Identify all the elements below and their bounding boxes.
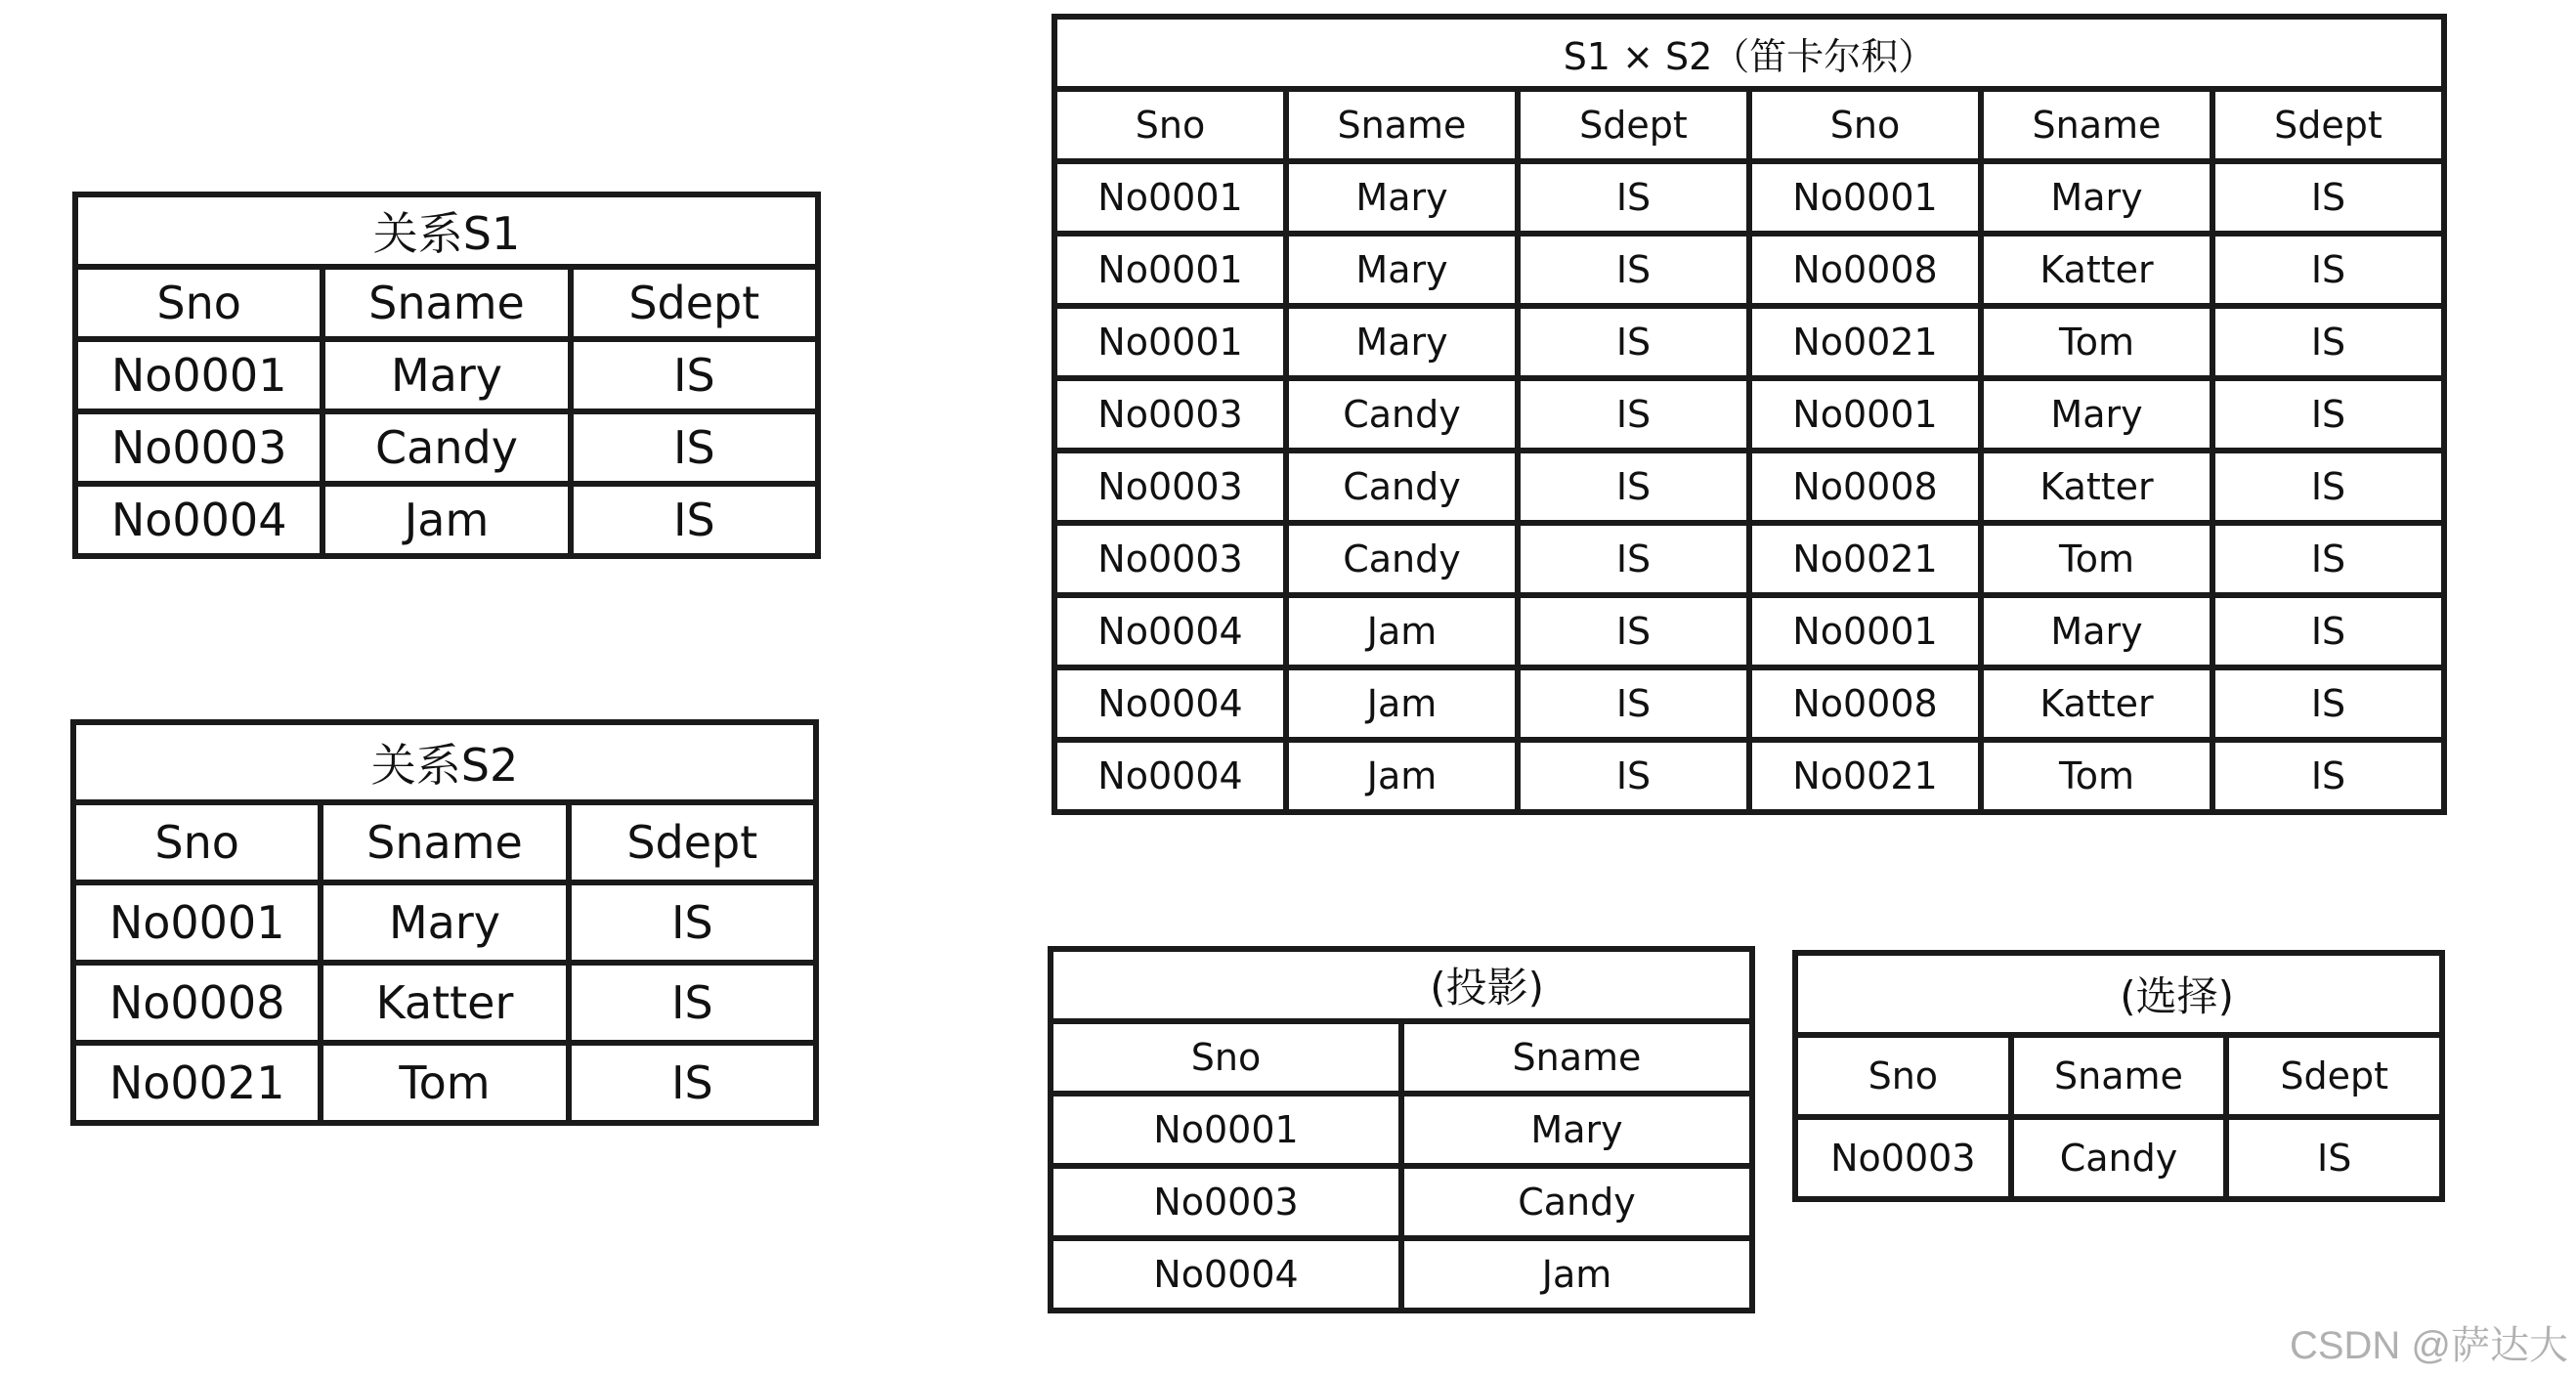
table-cell: IS [2212, 161, 2444, 234]
table-row [1054, 667, 2444, 740]
table-cell: No0004 [1054, 595, 1286, 667]
table-cell: No0001 [1054, 306, 1286, 378]
table-cell: Jam [1286, 740, 1518, 812]
table-cell: No0008 [73, 963, 321, 1043]
table-cell: No0004 [1054, 667, 1286, 740]
table-cell: IS [2212, 451, 2444, 523]
table-cell: No0021 [1749, 523, 1981, 595]
table-cell: Tom [1981, 523, 2212, 595]
column-header: Sno [1749, 89, 1981, 161]
table-cell: No0008 [1749, 667, 1981, 740]
table-cell: Mary [1981, 378, 2212, 451]
relation-s1-table [72, 192, 821, 559]
table-cell: Katter [1981, 667, 2212, 740]
table-row [1054, 378, 2444, 451]
table-cell: No0004 [1054, 740, 1286, 812]
column-header: Sname [2011, 1035, 2227, 1117]
selection-table [1792, 950, 2445, 1202]
table-cell: IS [571, 411, 818, 484]
table-cell: No0003 [1054, 378, 1286, 451]
column-header: Sno [1054, 89, 1286, 161]
table-cell: No0021 [1749, 740, 1981, 812]
column-header: Sname [1981, 89, 2212, 161]
table-row [73, 882, 816, 963]
table-cell: Candy [1286, 451, 1518, 523]
table-cell: IS [569, 1043, 816, 1123]
table-row [75, 339, 818, 411]
table-cell: IS [1518, 378, 1749, 451]
table-cell: IS [571, 484, 818, 556]
table-cell: Jam [1401, 1238, 1752, 1311]
table-cell: Mary [1286, 306, 1518, 378]
table-row [73, 1043, 816, 1123]
table-row [1054, 740, 2444, 812]
watermark: CSDN @萨达大 [2289, 1324, 2568, 1367]
column-header: Sno [75, 267, 322, 339]
table-cell: Tom [1981, 306, 2212, 378]
table-title: 关系S2 [73, 722, 816, 802]
table-cell: No0001 [1054, 234, 1286, 306]
table-row [1051, 1238, 1752, 1311]
column-header: Sname [1401, 1021, 1752, 1094]
table-cell: IS [2212, 740, 2444, 812]
table-cell: IS [1518, 523, 1749, 595]
table-title: (选择) [1795, 953, 2442, 1035]
table-cell: Tom [321, 1043, 568, 1123]
table-cell: IS [571, 339, 818, 411]
table-cell: Mary [1981, 595, 2212, 667]
table-row [1795, 1117, 2442, 1199]
table-cell: No0003 [75, 411, 322, 484]
table-cell: IS [2212, 234, 2444, 306]
table-cell: Mary [1286, 234, 1518, 306]
column-header: Sname [321, 802, 568, 882]
table-cell: Jam [1286, 595, 1518, 667]
table-cell: IS [2212, 306, 2444, 378]
table-row [1051, 1094, 1752, 1166]
table-cell: No0004 [75, 484, 322, 556]
table-cell: No0021 [1749, 306, 1981, 378]
table-row [1054, 451, 2444, 523]
table-cell: Katter [1981, 234, 2212, 306]
table-cell: Katter [321, 963, 568, 1043]
column-header: Sno [73, 802, 321, 882]
table-cell: Mary [321, 882, 568, 963]
table-cell: No0003 [1054, 523, 1286, 595]
table-cell: IS [2212, 667, 2444, 740]
column-header: Sdept [1518, 89, 1749, 161]
table-cell: IS [1518, 234, 1749, 306]
column-header: Sno [1051, 1021, 1401, 1094]
table-cell: No0001 [1749, 161, 1981, 234]
table-cell: No0001 [75, 339, 322, 411]
table-cell: IS [1518, 667, 1749, 740]
projection-table [1048, 946, 1755, 1313]
table-cell: Mary [1401, 1094, 1752, 1166]
table-cell: Candy [1286, 523, 1518, 595]
table-cell: IS [1518, 451, 1749, 523]
table-cell: No0003 [1054, 451, 1286, 523]
column-header: Sdept [2212, 89, 2444, 161]
column-header: Sname [322, 267, 570, 339]
table-row [1054, 306, 2444, 378]
table-row [1054, 523, 2444, 595]
table-cell: Candy [2011, 1117, 2227, 1199]
column-header: Sno [1795, 1035, 2011, 1117]
table-title: 关系S1 [75, 194, 818, 267]
table-cell: IS [2212, 523, 2444, 595]
table-cell: IS [2226, 1117, 2442, 1199]
table-cell: Candy [322, 411, 570, 484]
table-cell: IS [569, 882, 816, 963]
table-cell: No0001 [1749, 378, 1981, 451]
table-cell: Tom [1981, 740, 2212, 812]
table-cell: IS [1518, 306, 1749, 378]
column-header: Sdept [569, 802, 816, 882]
table-row [1051, 1166, 1752, 1238]
table-cell: No0008 [1749, 451, 1981, 523]
cartesian-product-table [1052, 14, 2447, 815]
table-row [1054, 595, 2444, 667]
table-cell: IS [2212, 378, 2444, 451]
table-cell: No0003 [1795, 1117, 2011, 1199]
table-row [73, 963, 816, 1043]
table-cell: IS [1518, 161, 1749, 234]
table-cell: No0004 [1051, 1238, 1401, 1311]
table-cell: IS [569, 963, 816, 1043]
table-cell: Candy [1401, 1166, 1752, 1238]
table-cell: Mary [322, 339, 570, 411]
table-row [1054, 234, 2444, 306]
table-cell: Jam [322, 484, 570, 556]
table-row [75, 484, 818, 556]
table-cell: No0003 [1051, 1166, 1401, 1238]
column-header: Sdept [2226, 1035, 2442, 1117]
table-row [1054, 161, 2444, 234]
table-cell: Mary [1981, 161, 2212, 234]
column-header: Sdept [571, 267, 818, 339]
table-cell: IS [1518, 595, 1749, 667]
table-cell: IS [2212, 595, 2444, 667]
table-cell: No0001 [1054, 161, 1286, 234]
table-title: (投影) [1051, 949, 1752, 1021]
column-header: Sname [1286, 89, 1518, 161]
table-cell: No0008 [1749, 234, 1981, 306]
table-row [75, 411, 818, 484]
table-cell: No0001 [1749, 595, 1981, 667]
table-cell: Jam [1286, 667, 1518, 740]
table-cell: Mary [1286, 161, 1518, 234]
table-cell: Candy [1286, 378, 1518, 451]
table-cell: No0001 [1051, 1094, 1401, 1166]
relation-s2-table [70, 719, 819, 1126]
table-cell: IS [1518, 740, 1749, 812]
table-cell: No0001 [73, 882, 321, 963]
table-title: S1 × S2（笛卡尔积） [1054, 17, 2444, 89]
table-cell: No0021 [73, 1043, 321, 1123]
table-cell: Katter [1981, 451, 2212, 523]
